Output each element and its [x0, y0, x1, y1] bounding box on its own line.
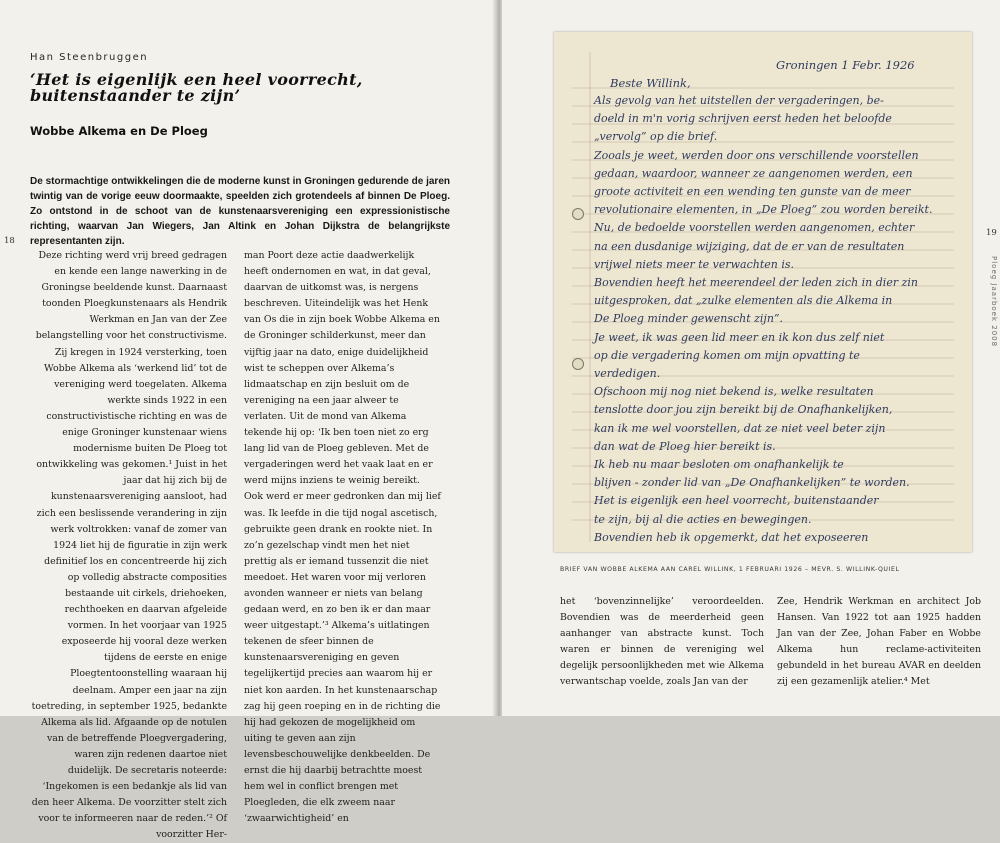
letter-line: revolutionaire elementen, in „De Ploeg” zou worden bereikt.	[594, 203, 933, 217]
letter-line: Zooals je weet, werden door ons verschillende voorstellen	[594, 148, 919, 162]
letter-line: dan wat de Ploeg hier bereikt is.	[594, 439, 776, 453]
letter-line: „vervolg” op die brief.	[594, 130, 718, 144]
letter-date: Groningen 1 Febr. 1926	[776, 58, 915, 72]
letter-line: doeld in m'n vorig schrijven eerst heden het beloofde	[594, 112, 892, 126]
letter-line: Je weet, ik was geen lid meer en ik kon dus zelf niet	[594, 330, 885, 344]
letter-line: Ofschoon mij nog niet bekend is, welke resultaten	[594, 385, 874, 399]
right-body-column-1-text: het ‘bovenzinnelijke’ veroordeelden. Bovendien was de meerderheid geen aanhanger van abstracte kunst. Toch waren er binnen de vereniging wel degelijk persoonlijkheden met wie Alkema verwantschap voelde, zoals Jan van der	[560, 596, 764, 688]
image-caption: BRIEF VAN WOBBE ALKEMA AAN CAREL WILLINK, 1 FEBRUARI 1926 – MEVR. S. WILLINK-QUIEL	[560, 566, 900, 573]
punch-hole-top	[572, 208, 584, 220]
author-name: Han Steenbruggen	[30, 52, 149, 63]
right-body-column-1	[560, 594, 764, 691]
right-body-column-2-text: Zee, Hendrik Werkman en architect Job Hansen. Van 1922 tot aan 1925 hadden Jan van der Zee, Johan Faber en Wobbe Alkema hun reclame-activiteiten gebundeld in het bureau AVAR en deelden zij een gezamenlijk atelier.⁴ Met	[777, 596, 981, 688]
intro-paragraph: De stormachtige ontwikkelingen die de moderne kunst in Groningen gedurende de jaren twintig van de vorige eeuw doormaakte, speelden zich grotendeels af binnen De Ploeg. Zo ontstond in de schoot van de kunstenaarsvereniging een expressionistische richting, waarvan Jan Wiegers, Jan Altink en Johan Dijkstra de belangrijkste representanten zijn.	[30, 176, 450, 247]
letter-line: gedaan, waardoor, wanneer ze aangenomen werden, een	[594, 166, 913, 180]
letter-line: te zijn, bij al die acties en bewegingen.	[594, 512, 812, 526]
right-body-column-2	[777, 594, 981, 691]
letter-line: vrijwel niets meer te verwachten is.	[594, 257, 795, 271]
letter-image	[554, 32, 972, 552]
letter-line: Als gevolg van het uitstellen der vergaderingen, be-	[594, 94, 884, 107]
body-column-2	[244, 248, 441, 827]
letter-line: na een dusdanige wijziging, dat de er van de resultaten	[594, 239, 905, 253]
body-column-2-text: man Poort deze actie daadwerkelijk heeft ondernomen en wat, in dat geval, daarvan de uitkomst was, is nergens beschreven. Uiteindelijk was het Henk van Os die in zijn boek Wobbe Alkema en de Groninger schilderkunst, meer dan vijftig jaar na dato, enige duidelijkheid wist te scheppen over Alkema’s lidmaatschap en zijn besluit om de vereniging na een jaar alweer te verlaten. Uit de mond van Alkema tekende hij op: ‘Ik ben toen niet zo erg lang lid van de Ploeg gebleven. Met de vergaderingen werd het vaak laat en er werd mijns inziens te weinig bereikt. Ook werd er meer gedronken dan mij lief was. Ik leefde in die tijd nogal ascetisch, gebruikte geen drank en rookte niet. In zo’n gezelschap vindt men het niet prettig als er iemand tussenzit die niet meedoet. Het waren voor mij verloren avonden wanneer er niets van belang gedaan werd, en zo ben ik er dan maar weer uitgestapt.’³ Alkema’s uitlatingen tekenen de sfeer binnen de kunstenaarsvereniging en geven tegelijkertijd precies aan waarom hij er niet kon aarden. In het kunstenaarschap zag hij geen roeping en in de richting die hij had gekozen de mogelijkheid om uiting te geven aan zijn levensbeschouwelijke denkbeelden. De ernst die hij daarbij betrachtte moest hem wel in conflict brengen met Ploegleden, die elk zweem naar ‘zwaarwichtigheid’ en	[244, 250, 441, 825]
letter-greeting: Beste Willink,	[610, 76, 691, 90]
letter-line: tenslotte door jou zijn bereikt bij de Onafhankelijken,	[594, 403, 893, 417]
letter-line: blijven - zonder lid van „De Onafhankelijken” te worden.	[594, 476, 910, 490]
punch-hole-bottom	[572, 358, 584, 370]
letter-line: De Ploeg minder gewenscht zijn”.	[594, 312, 784, 326]
letter-line: Nu, de bedoelde voorstellen werden aangenomen, echter	[594, 221, 915, 235]
letter-line: Bovendien heb ik opgemerkt, dat het exposeeren	[594, 530, 869, 544]
letter-line: op die vergadering komen om mijn opvatting te	[594, 348, 860, 362]
article-title: ‘Het is eigenlijk een heel voorrecht, buitenstaander te zijn’	[30, 70, 363, 105]
left-page	[0, 0, 496, 841]
body-column-1	[30, 248, 227, 843]
letter-line: kan ik me wel voorstellen, dat ze niet veel beter zijn	[594, 421, 886, 435]
letter-text	[594, 92, 964, 547]
right-page	[502, 0, 1000, 716]
side-logo: Ploeg Jaarboek 2008	[990, 256, 998, 348]
letter-line: Bovendien heeft het meerendeel der leden zich in dier zin	[594, 276, 918, 290]
letter-line: Het is eigenlijk een heel voorrecht, buitenstaander	[594, 494, 879, 508]
letter-line: Ik heb nu maar besloten om onafhankelijk te	[594, 458, 844, 472]
letter-line: verdedigen.	[594, 367, 661, 381]
page-number-right: 19	[986, 228, 997, 238]
letter-line: groote activiteit en een wending ten gunste van de meer	[594, 185, 911, 199]
page-number-left: 18	[4, 236, 15, 246]
article-subtitle: Wobbe Alkema en De Ploeg	[30, 124, 208, 138]
body-column-1-text: Deze richting werd vrij breed gedragen en kende een lange nawerking in de Groningse beeldende kunst. Daarnaast toonden Ploegkunstenaars als Hendrik Werkman en Jan van der Zee belangstelling voor het constructivisme. Zij kregen in 1924 versterking, toen Wobbe Alkema als ‘werkend lid’ tot de vereniging werd toegelaten. Alkema werkte sinds 1922 in een constructivistische richting en was de enige Groninger kunstenaar wiens modernisme buiten De Ploeg tot ontwikkeling was gekomen.¹ Juist in het jaar dat hij zich bij de kunstenaarsvereniging aansloot, had zich een beslissende verandering in zijn werk voltrokken: vanaf de zomer van 1924 liet hij de figuratie in zijn werk definitief los en concentreerde hij zich op volledig abstracte composities bestaande uit cirkels, driehoeken, rechthoeken en daarvan afgeleide vormen. In het voorjaar van 1925 exposeerde hij vooral deze werken tijdens de eerste en enige Ploegtentoonstelling waaraan hij deelnam. Amper een jaar na zijn toetreding, in september 1925, bedankte Alkema als lid. Afgaande op de notulen van de betreffende Ploegvergadering, waren zijn redenen daartoe niet duidelijk. De secretaris noteerde: ‘Ingekomen is een bedankje als lid van den heer Alkema. De voorzitter stelt zich voor te informeeren naar de reden.’² Of voorzitter Her-	[31, 250, 227, 841]
letter-line: uitgesproken, dat „zulke elementen als die Alkema in	[594, 294, 893, 308]
